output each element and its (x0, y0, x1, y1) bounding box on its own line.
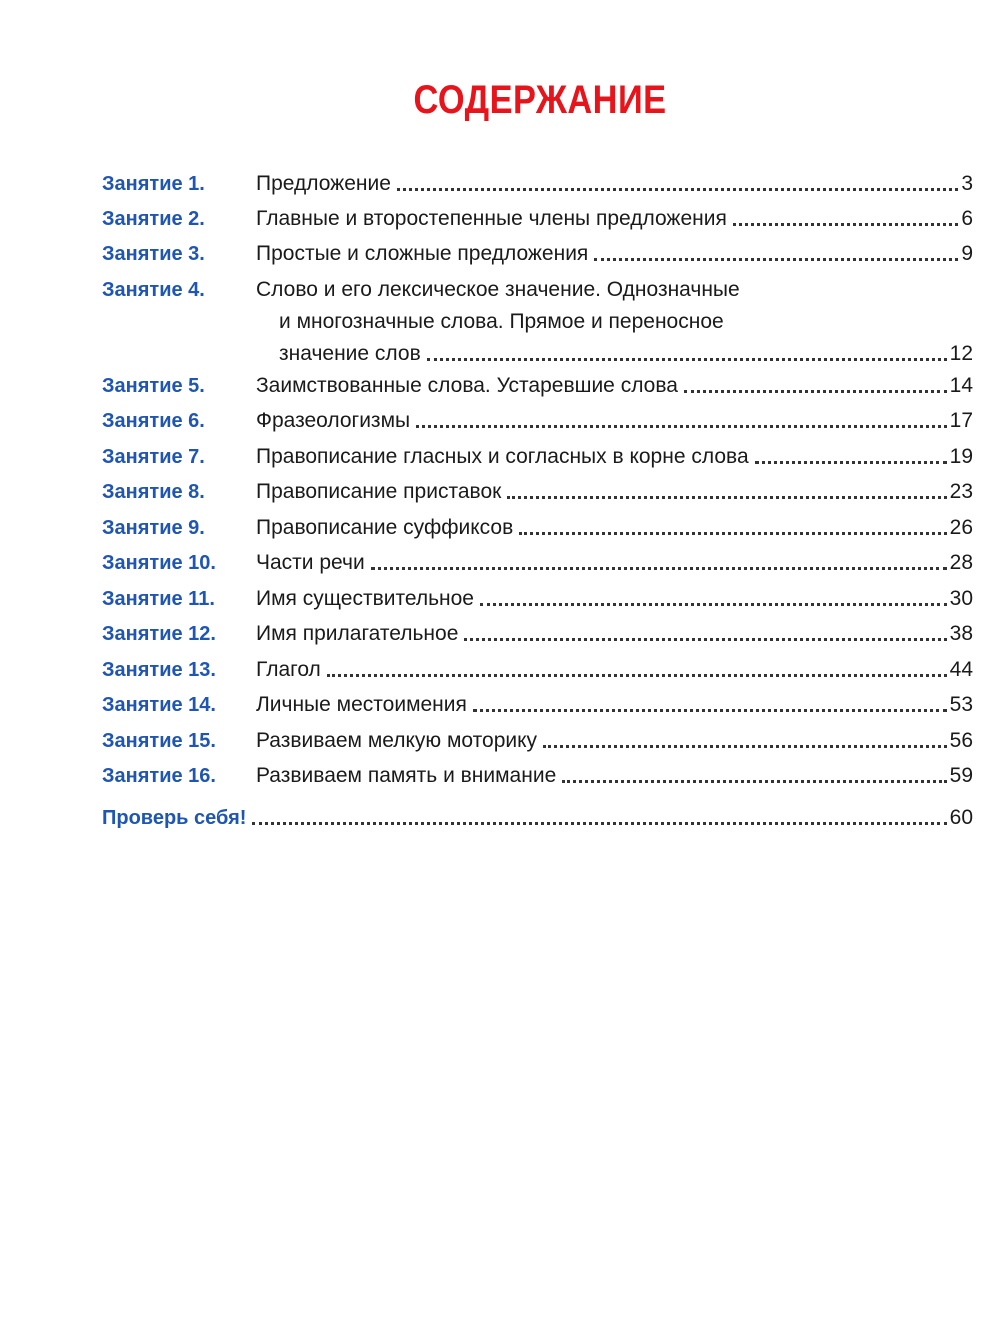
entry-line (256, 620, 973, 648)
dot-leader (543, 744, 947, 748)
lesson-label: Занятие 3. (102, 243, 205, 265)
toc-entry-12[interactable] (0, 620, 1000, 656)
dot-leader (427, 357, 947, 361)
dot-leader (397, 187, 958, 191)
toc-entry-16[interactable] (0, 762, 1000, 798)
page-number: 17 (949, 409, 973, 432)
lesson-title: Заимствованные слова. Устаревшие слова (256, 374, 678, 397)
page-number: 53 (949, 693, 973, 716)
lesson-label: Занятие 9. (102, 517, 205, 539)
lesson-title: Имя существительное (256, 587, 474, 610)
entry-line (256, 727, 973, 755)
lesson-title-line-3: значение слов (279, 342, 421, 365)
lesson-label: Занятие 5. (102, 375, 205, 397)
toc-entry-9[interactable] (0, 514, 1000, 550)
dot-leader (371, 566, 947, 570)
lesson-label: Занятие 13. (102, 659, 216, 681)
entry-line (256, 585, 973, 613)
lesson-label: Занятие 12. (102, 623, 216, 645)
page-number: 9 (961, 242, 973, 265)
lesson-title: Фразеологизмы (256, 409, 411, 432)
page-number: 14 (949, 374, 973, 397)
lesson-label: Занятие 6. (102, 410, 205, 432)
dot-leader (594, 257, 958, 261)
toc-entry-13[interactable] (0, 656, 1000, 692)
page-number: 60 (949, 806, 973, 829)
lesson-label: Занятие 14. (102, 694, 216, 716)
entry-line (256, 205, 973, 233)
toc-entry-2[interactable] (0, 205, 1000, 241)
dot-leader (464, 637, 946, 641)
dot-leader (755, 460, 947, 464)
toc-entry-6[interactable] (0, 407, 1000, 443)
dot-leader (327, 673, 947, 677)
page-number: 26 (949, 516, 973, 539)
toc-entry-4[interactable] (0, 276, 1000, 372)
dot-leader (684, 389, 947, 393)
page-title: СОДЕРЖАНИЕ (413, 78, 667, 122)
toc-entry-5[interactable] (0, 372, 1000, 408)
lesson-title: Глагол (256, 658, 321, 681)
lesson-title: Простые и сложные предложения (256, 242, 589, 265)
entry-line (256, 372, 973, 400)
lesson-title: Части речи (256, 551, 365, 574)
lesson-title-line-1: Слово и его лексическое значение. Однозначные (256, 278, 740, 301)
dot-leader (473, 708, 947, 712)
page-number: 23 (949, 480, 973, 503)
lesson-title: Правописание приставок (256, 480, 502, 503)
lesson-label: Занятие 2. (102, 208, 205, 230)
toc-entry-10[interactable] (0, 549, 1000, 585)
lesson-title: Правописание гласных и согласных в корне слова (256, 445, 749, 468)
lesson-label: Занятие 8. (102, 481, 205, 503)
lesson-label: Занятие 1. (102, 173, 205, 195)
entry-line (256, 240, 973, 268)
page-number: 30 (949, 587, 973, 610)
toc-entry-11[interactable] (0, 585, 1000, 621)
page-number: 6 (961, 207, 973, 230)
entry-line (256, 443, 973, 471)
lesson-title: Главные и второстепенные члены предложения (256, 207, 727, 230)
toc-entry-3[interactable] (0, 240, 1000, 276)
dot-leader (416, 424, 947, 428)
entry-line (256, 762, 973, 790)
entry-line (102, 804, 973, 832)
page-number: 38 (949, 622, 973, 645)
lesson-label: Занятие 4. (102, 279, 205, 301)
toc-entry-1[interactable] (0, 170, 1000, 206)
page-number: 3 (961, 172, 973, 195)
lesson-label: Занятие 15. (102, 730, 216, 752)
lesson-title: Предложение (256, 172, 391, 195)
lesson-label: Занятие 16. (102, 765, 216, 787)
dot-leader (507, 495, 946, 499)
page-number: 19 (949, 445, 973, 468)
page-number: 59 (949, 764, 973, 787)
toc-entry-8[interactable] (0, 478, 1000, 514)
lesson-label: Занятие 11. (102, 588, 215, 610)
page-number: 56 (949, 729, 973, 752)
lesson-title: Развиваем мелкую моторику (256, 729, 538, 752)
dot-leader (480, 602, 947, 606)
dot-leader (733, 222, 958, 226)
lesson-title: Имя прилагательное (256, 622, 459, 645)
entry-line (256, 407, 973, 435)
entry-line (256, 691, 973, 719)
entry-line (256, 170, 973, 198)
dot-leader (252, 821, 946, 825)
page-number: 28 (949, 551, 973, 574)
toc-entry-15[interactable] (0, 727, 1000, 763)
lesson-title-line-2: и многозначные слова. Прямое и переносное (279, 310, 724, 333)
lesson-title: Развиваем память и внимание (256, 764, 557, 787)
lesson-title: Правописание суффиксов (256, 516, 514, 539)
dot-leader (519, 531, 946, 535)
lesson-title: Личные местоимения (256, 693, 467, 716)
toc-entry-14[interactable] (0, 691, 1000, 727)
entry-line (256, 656, 973, 684)
entry-line (279, 340, 973, 368)
toc-entry-7[interactable] (0, 443, 1000, 479)
entry-line (256, 514, 973, 542)
entry-line (256, 549, 973, 577)
lesson-label: Занятие 10. (102, 552, 216, 574)
self-check-label: Проверь себя! (102, 807, 247, 829)
page-number: 44 (949, 658, 973, 681)
lesson-label: Занятие 7. (102, 446, 205, 468)
page-number: 12 (949, 342, 973, 365)
dot-leader (562, 779, 946, 783)
entry-line (256, 478, 973, 506)
toc-entry-self-check[interactable] (0, 804, 1000, 840)
